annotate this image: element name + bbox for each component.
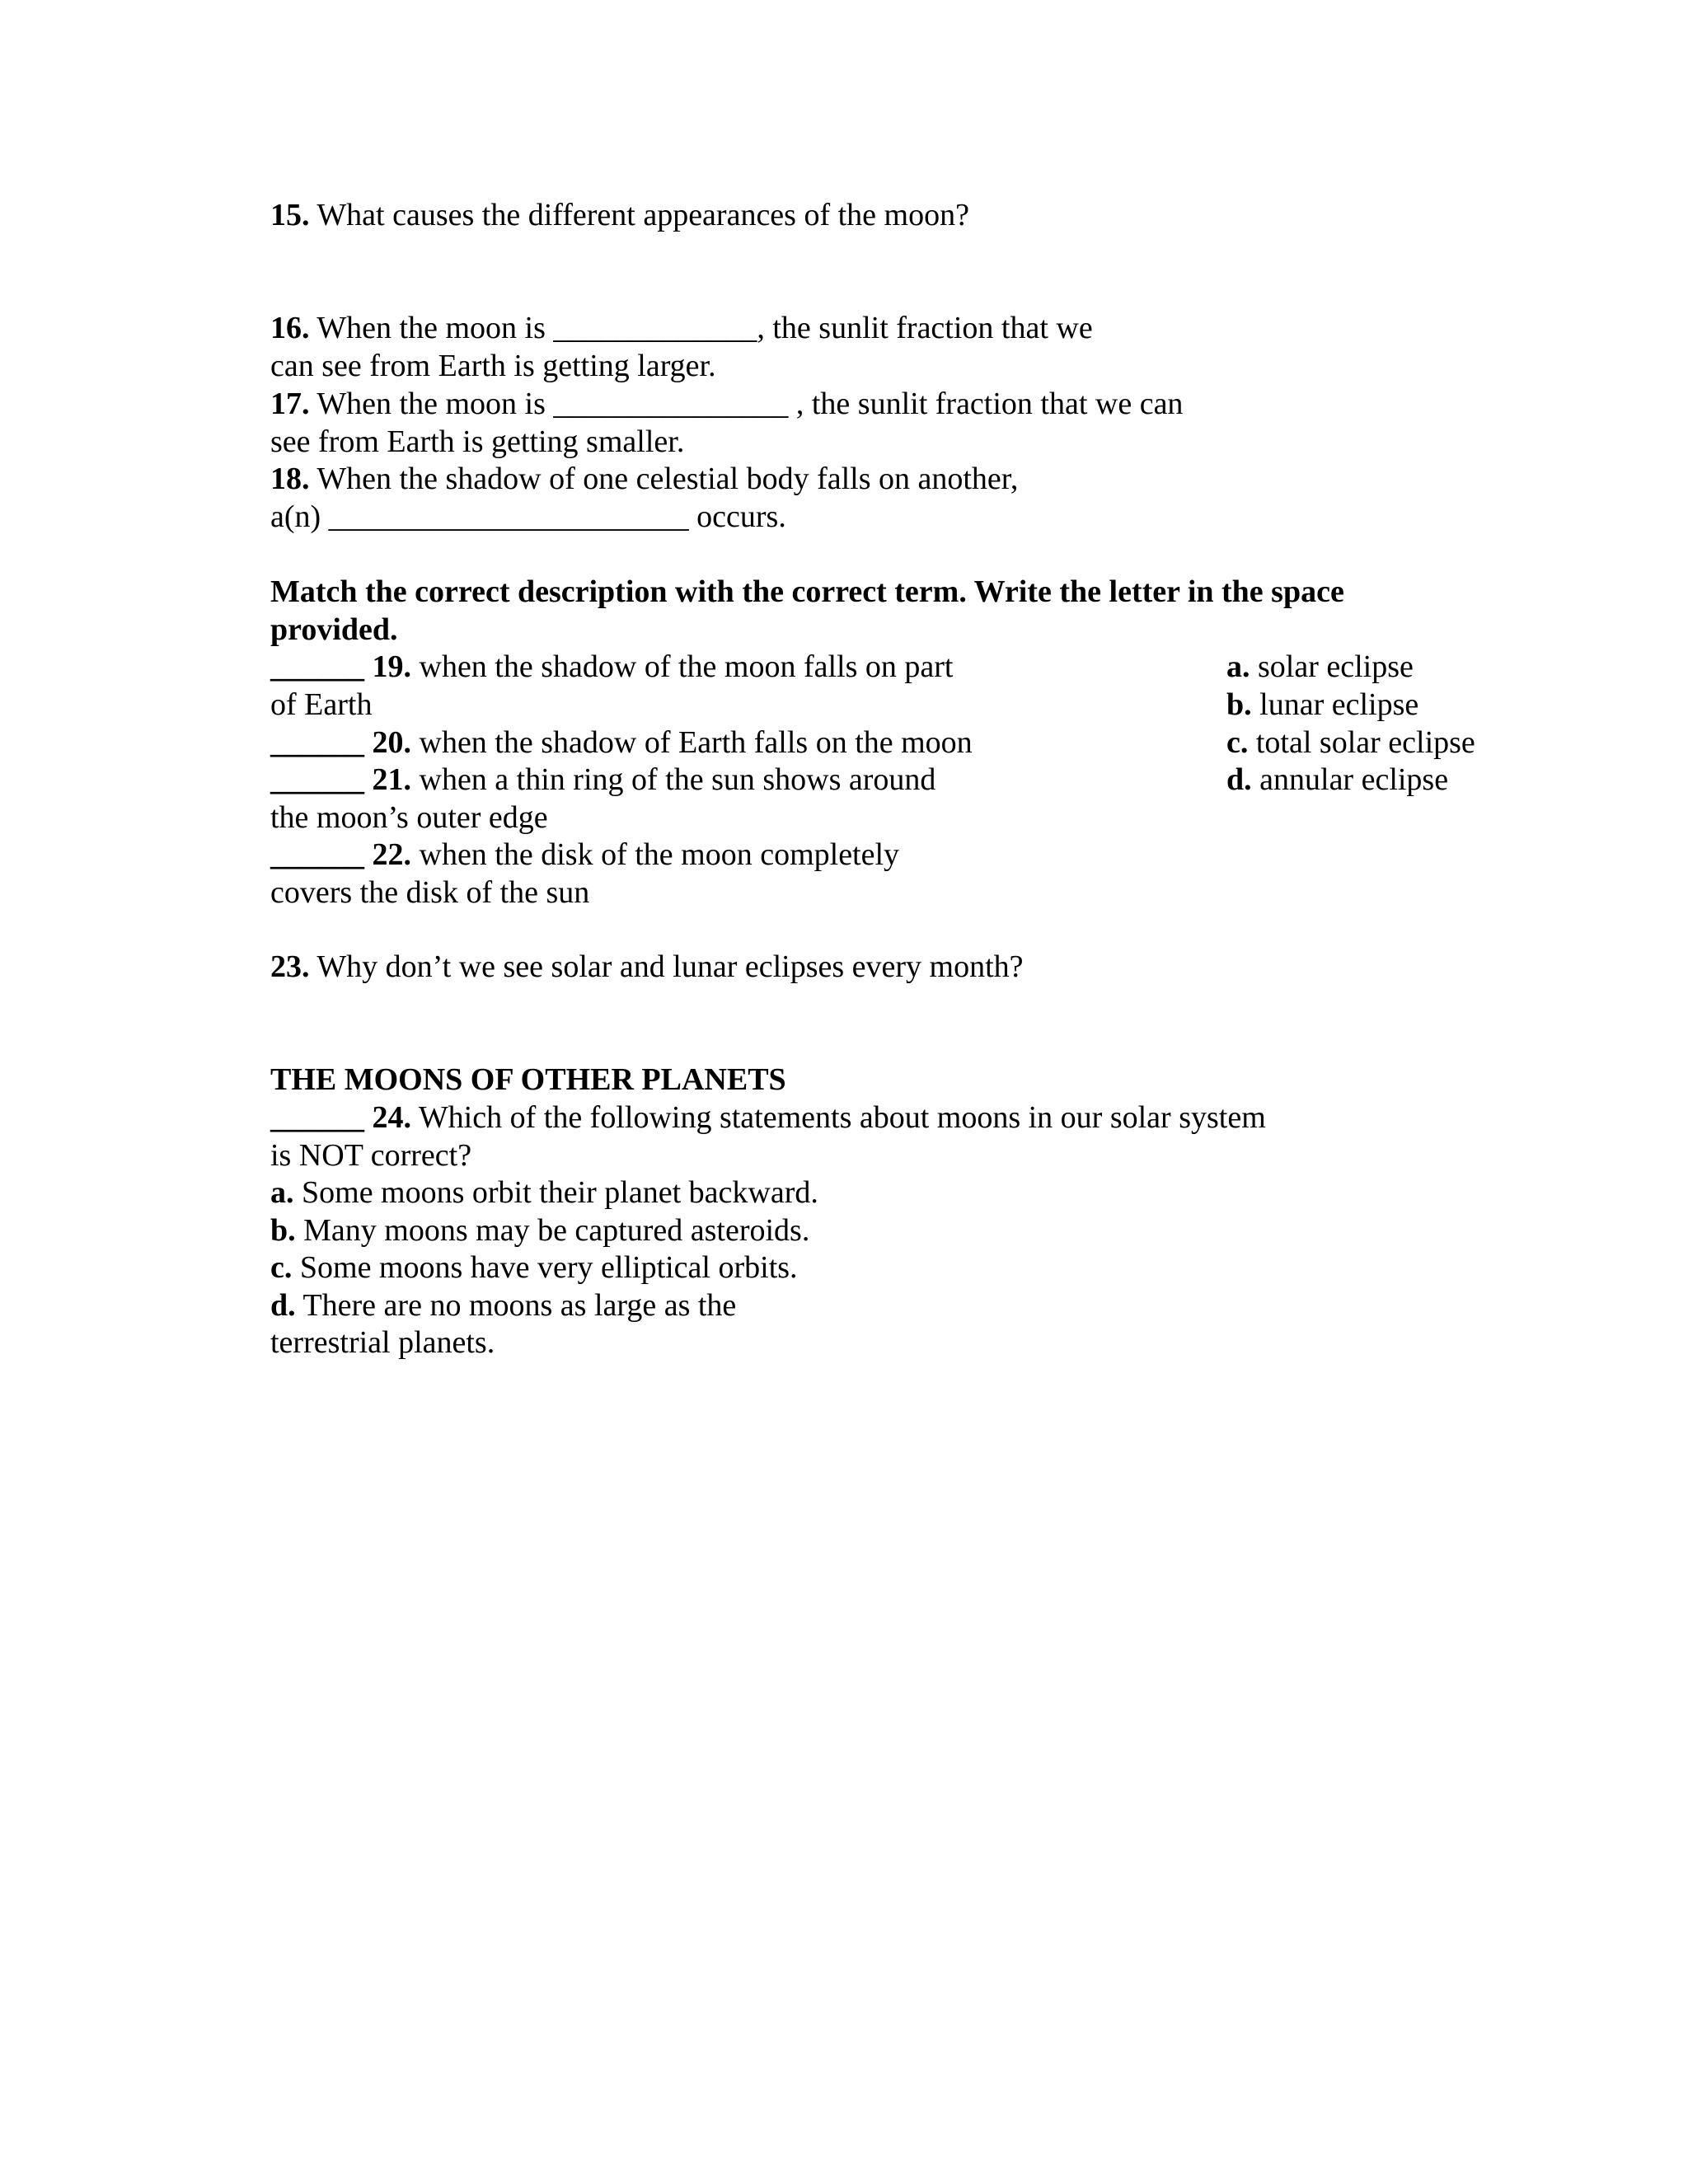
option-text: There are no moons as large as the: [295, 1288, 737, 1323]
question-23: [270, 948, 1024, 986]
term-a: [1226, 648, 1414, 686]
question-text: Which of the following statements about moons in our solar system: [411, 1100, 1266, 1135]
question-number: 16.: [270, 311, 310, 345]
option-letter: c.: [270, 1250, 293, 1285]
question-text: When the moon is _____________, the sunlit fraction that we: [309, 311, 1093, 345]
term-letter: a.: [1226, 649, 1250, 684]
term-text: annular eclipse: [1251, 762, 1449, 797]
question-number: 19.: [372, 649, 411, 684]
answer-blank: ______: [270, 649, 364, 684]
question-18: [270, 460, 1018, 498]
question-text: Why don’t we see solar and lunar eclipses every month?: [309, 949, 1024, 984]
question-number: 18.: [270, 462, 310, 496]
matching-item-22: [270, 836, 899, 874]
question-24: [270, 1099, 1266, 1137]
matching-item-19-cont: of Earth: [270, 687, 373, 722]
option-text: Some moons have very elliptical orbits.: [292, 1250, 798, 1285]
question-number: 21.: [372, 762, 411, 797]
term-letter: d.: [1226, 762, 1252, 797]
matching-item-22-cont: covers the disk of the sun: [270, 875, 590, 910]
matching-instructions: Match the correct description with the correct term. Write the letter in the space: [270, 574, 1344, 609]
question-number: 17.: [270, 387, 310, 421]
answer-blank: ______: [270, 762, 364, 797]
question-text: when the shadow of Earth falls on the moon: [411, 725, 973, 760]
question-text: When the moon is _______________ , the sunlit fraction that we can: [309, 387, 1184, 421]
matching-instructions-cont: provided.: [270, 612, 398, 647]
question-number: 23.: [270, 949, 310, 984]
question-text: when the disk of the moon completely: [411, 837, 900, 872]
question-18-cont: a(n) _______________________ occurs.: [270, 499, 786, 534]
term-b: [1226, 686, 1418, 724]
option-letter: b.: [270, 1213, 296, 1248]
option-b: [270, 1212, 809, 1249]
question-17: [270, 385, 1183, 423]
term-c: [1226, 724, 1475, 762]
matching-item-19: [270, 648, 953, 686]
answer-blank: ______: [270, 837, 364, 872]
question-number: 24.: [372, 1100, 411, 1135]
question-17-cont: see from Earth is getting smaller.: [270, 424, 685, 459]
option-c: [270, 1249, 798, 1286]
option-text: Some moons orbit their planet backward.: [293, 1175, 818, 1210]
term-text: solar eclipse: [1250, 649, 1414, 684]
term-letter: c.: [1226, 725, 1249, 760]
question-text: What causes the different appearances of the moon?: [309, 198, 969, 232]
matching-item-21: [270, 761, 935, 799]
term-text: total solar eclipse: [1248, 725, 1475, 760]
question-15: [270, 196, 969, 234]
answer-blank: ______: [270, 1100, 364, 1135]
option-letter: a.: [270, 1175, 294, 1210]
option-d: [270, 1286, 736, 1324]
question-24-cont: is NOT correct?: [270, 1138, 472, 1173]
term-text: lunar eclipse: [1251, 687, 1419, 722]
option-d-cont: terrestrial planets.: [270, 1325, 495, 1360]
option-letter: d.: [270, 1288, 296, 1323]
question-text: when a thin ring of the sun shows around: [411, 762, 936, 797]
question-number: 20.: [372, 725, 411, 760]
question-text: when the shadow of the moon falls on part: [411, 649, 954, 684]
option-a: [270, 1174, 818, 1212]
term-d: [1226, 761, 1448, 799]
question-number: 15.: [270, 198, 310, 232]
answer-blank: ______: [270, 725, 364, 760]
matching-item-21-cont: the moon’s outer edge: [270, 800, 548, 835]
question-number: 22.: [372, 837, 411, 872]
term-letter: b.: [1226, 687, 1252, 722]
question-16: [270, 309, 1093, 347]
matching-item-20: [270, 724, 973, 762]
option-text: Many moons may be captured asteroids.: [295, 1213, 810, 1248]
question-16-cont: can see from Earth is getting larger.: [270, 349, 716, 383]
question-text: When the shadow of one celestial body falls on another,: [309, 462, 1019, 496]
section-heading: THE MOONS OF OTHER PLANETS: [270, 1062, 786, 1097]
